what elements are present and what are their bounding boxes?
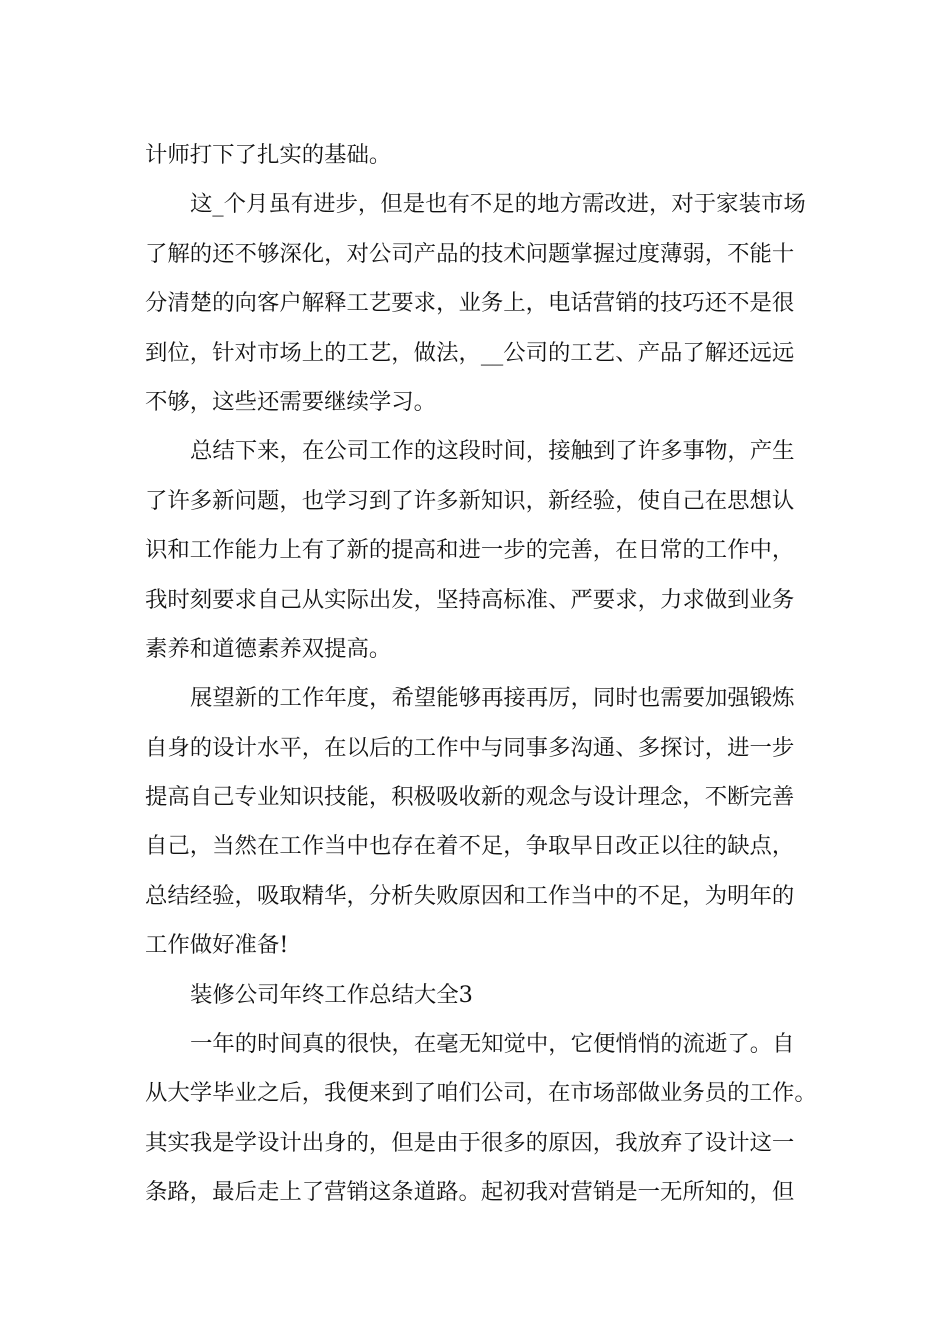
text-line: 到位，针对市场上的工艺，做法，__公司的工艺、产品了解还远远	[145, 339, 795, 366]
text-line: 从大学毕业之后，我便来到了咱们公司，在市场部做业务员的工作。	[145, 1080, 817, 1107]
section-heading: 装修公司年终工作总结大全3	[190, 981, 473, 1008]
text-line: 识和工作能力上有了新的提高和进一步的完善，在日常的工作中，	[145, 537, 795, 564]
text-line: 计师打下了扎实的基础。	[145, 142, 392, 168]
text-line: 工作做好准备!	[145, 932, 289, 959]
document-body	[145, 131, 815, 1218]
text-line: 总结经验，吸取精华，分析失败原因和工作当中的不足，为明年的	[145, 882, 795, 909]
paragraph-first-line: 展望新的工作年度，希望能够再接再厉，同时也需要加强锻炼	[190, 685, 795, 712]
text-line: 提高自己专业知识技能，积极吸收新的观念与设计理念，不断完善	[145, 784, 795, 811]
paragraph-first-line: 一年的时间真的很快，在毫无知觉中，它便悄悄的流逝了。自	[190, 1031, 795, 1058]
text-line: 素养和道德素养双提高。	[145, 635, 392, 662]
text-line: 自己，当然在工作当中也存在着不足，争取早日改正以往的缺点，	[145, 833, 795, 860]
text-line: 自身的设计水平，在以后的工作中与同事多沟通、多探讨，进一步	[145, 734, 795, 761]
text-line: 条路，最后走上了营销这条道路。起初我对营销是一无所知的，但	[145, 1179, 795, 1206]
text-line: 其实我是学设计出身的，但是由于很多的原因，我放弃了设计这一	[145, 1129, 795, 1156]
text-line: 不够，这些还需要继续学习。	[145, 388, 437, 415]
paragraph-first-line: 总结下来，在公司工作的这段时间，接触到了许多事物，产生	[190, 438, 795, 465]
text-line: 分清楚的向客户解释工艺要求，业务上，电话营销的技巧还不是很	[145, 290, 795, 317]
paragraph-first-line: 这_个月虽有进步，但是也有不足的地方需改进，对于家装市场	[190, 191, 806, 218]
text-line: 我时刻要求自己从实际出发，坚持高标准、严要求，力求做到业务	[145, 586, 795, 613]
text-line: 了许多新问题，也学习到了许多新知识，新经验，使自己在思想认	[145, 487, 795, 514]
text-line: 了解的还不够深化，对公司产品的技术问题掌握过度薄弱，不能十	[145, 240, 795, 267]
